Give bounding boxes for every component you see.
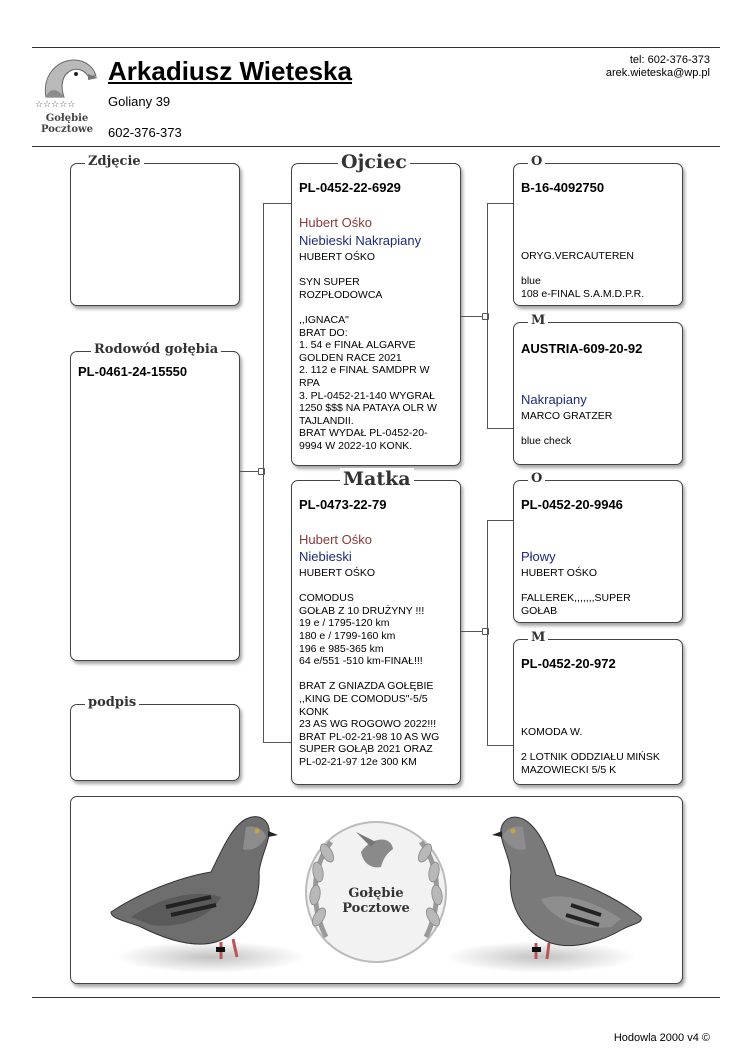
info-line: FALLEREK,,,,,,,SUPER (521, 592, 631, 605)
dam-sire-label: O (528, 471, 545, 486)
info-line: ORYG.VERCAUTEREN (521, 250, 634, 262)
info-line: ,,KING DE COMODUS"-5/5 (299, 692, 428, 705)
sire-color: Niebieski Nakrapiany (299, 233, 422, 248)
dam-sire-info (521, 567, 631, 617)
connector-line (487, 520, 488, 746)
contact-email: arek.wieteska@wp.pl (605, 67, 710, 79)
breeder-address: Goliany 39 (108, 94, 171, 109)
sire-dam-ring: AUSTRIA-609-20-92 (521, 341, 643, 356)
info-line: 108 e-FINAL S.A.M.D.P.R. (521, 287, 645, 300)
info-line: blue check (521, 435, 572, 448)
connector-line (263, 203, 291, 204)
dam-sire-ring: PL-0452-20-9946 (521, 497, 623, 512)
info-line: 196 e 985-365 km (299, 642, 384, 655)
info-line: KONK (299, 705, 329, 718)
info-line: 64 e/551 -510 km-FINAŁ!!! (299, 655, 423, 668)
dam-info (299, 567, 439, 769)
contact-tel: tel: 602-376-373 (629, 54, 710, 66)
info-line: ROZPŁODOWCA (299, 288, 383, 301)
info-line: ,,IGNACA" (299, 313, 349, 326)
dam-dam-box (513, 630, 683, 785)
info-line: 2 LOTNIK ODDZIAŁU MIŃSK (521, 751, 660, 764)
sire-dam-label: M (528, 313, 548, 328)
info-line: RPA (299, 376, 320, 389)
contact-block (606, 54, 710, 80)
info-line: GOŁAB (521, 604, 558, 617)
dam-ring: PL-0473-22-79 (299, 497, 387, 512)
info-line: HUBERT OŚKO (299, 251, 376, 263)
pigeons-banner (71, 797, 682, 983)
signature-box (70, 695, 240, 781)
info-line (299, 264, 437, 277)
dam-sire-box (513, 471, 683, 623)
sire-sire-label: O (528, 154, 545, 169)
connector-line (263, 742, 291, 743)
info-line: GOLDEN RACE 2021 (299, 351, 402, 364)
pedigree-box (70, 342, 240, 661)
sire-sire-ring: B-16-4092750 (521, 180, 605, 195)
info-line: blue (521, 275, 541, 288)
connector-line (487, 428, 513, 429)
dam-owner: Hubert Ośko (299, 532, 372, 547)
info-line: 180 e / 1799-160 km (299, 629, 396, 642)
info-line: MARCO GRATZER (521, 410, 613, 422)
connector-line (487, 745, 513, 746)
sire-ring: PL-0452-22-6929 (299, 180, 401, 195)
info-line: HUBERT OŚKO (299, 567, 376, 579)
laurel-emblem-icon (306, 822, 446, 962)
sire-label: Ojciec (338, 151, 410, 173)
breeder-name: Arkadiusz Wieteska (108, 56, 352, 86)
sire-box (291, 151, 461, 466)
dam-dam-info (521, 726, 660, 776)
info-line: TAJLANDII. (299, 414, 354, 427)
info-line: SUPER GOŁĄB 2021 ORAZ (299, 743, 433, 756)
info-line (299, 668, 439, 681)
connector-line (487, 203, 488, 429)
info-line (521, 263, 644, 276)
svg-text:☆☆☆☆☆: ☆☆☆☆☆ (35, 100, 76, 110)
pedigree-label: Rodowód gołębia (91, 342, 221, 357)
info-line: BRAT Z GNIAZDA GOŁĘBIE (299, 680, 434, 693)
club-logo (32, 52, 102, 137)
dam-color: Niebieski (299, 549, 352, 564)
info-line (521, 739, 660, 752)
header-rule (32, 146, 720, 147)
connector-line (487, 203, 513, 204)
info-line: 2. 112 e FINAŁ SAMDPR W (299, 364, 430, 377)
info-line: 1250 $$$ NA PATAYA OLR W (299, 402, 437, 415)
info-line: HUBERT OŚKO (521, 567, 598, 579)
signature-label: podpis (85, 695, 139, 710)
info-line: 3. PL-0452-21-140 WYGRAŁ (299, 389, 435, 402)
dam-dam-ring: PL-0452-20-972 (521, 656, 616, 671)
sire-sire-box (513, 154, 683, 306)
right-pigeon-icon (446, 817, 641, 973)
connector-line (487, 520, 513, 521)
info-line: BRAT WYDAŁ PL-0452-20- (299, 427, 428, 440)
info-line: MAZOWIECKI 5/5 K (521, 763, 617, 776)
sire-owner: Hubert Ośko (299, 215, 372, 230)
dam-box (291, 468, 461, 785)
info-line: PL-02-21-97 12e 300 KM (299, 755, 417, 768)
footer-rule (32, 997, 720, 998)
sire-dam-color: Nakrapiany (521, 392, 587, 407)
dam-dam-label: M (528, 630, 548, 645)
connector-line (263, 203, 264, 743)
svg-text:Pocztowe: Pocztowe (342, 901, 410, 916)
photo-label: Zdjęcie (85, 154, 144, 169)
info-line: COMODUS (299, 592, 354, 605)
info-line: KOMODA W. (521, 726, 583, 738)
banner-box (70, 796, 683, 984)
svg-text:Gołębie: Gołębie (348, 886, 404, 901)
dam-sire-color: Płowy (521, 549, 556, 564)
sire-sire-info (521, 250, 644, 300)
info-line (299, 580, 439, 593)
svg-text:Gołębie: Gołębie (45, 113, 89, 124)
info-line (521, 423, 612, 436)
footer-text: Hodowla 2000 v4 © (613, 1032, 710, 1044)
info-line (299, 301, 437, 314)
info-line: BRAT PL-02-21-98 10 AS WG (299, 730, 440, 743)
breeder-phone: 602-376-373 (108, 125, 182, 140)
info-line: 9994 W 2022-10 KONK. (299, 439, 413, 452)
info-line: SYN SUPER (299, 276, 360, 289)
info-line: 23 AS WG ROGOWO 2022!!! (299, 718, 437, 731)
info-line: BRAT DO: (299, 326, 348, 339)
sire-dam-box (513, 313, 683, 465)
pigeon-head-icon (32, 52, 102, 137)
info-line (521, 580, 631, 593)
left-pigeon-icon (111, 817, 306, 973)
info-line: GOŁAB Z 10 DRUŻYNY !!! (299, 604, 425, 617)
sire-dam-info (521, 410, 612, 448)
photo-box (70, 154, 240, 306)
svg-text:Pocztowe: Pocztowe (41, 124, 93, 135)
info-line: 1. 54 e FINAŁ ALGARVE (299, 339, 416, 352)
pigeon-ring: PL-0461-24-15550 (78, 364, 188, 379)
info-line: 19 e / 1795-120 km (299, 617, 390, 630)
sire-info (299, 251, 437, 453)
dam-label: Matka (340, 468, 414, 490)
top-rule (32, 47, 720, 48)
